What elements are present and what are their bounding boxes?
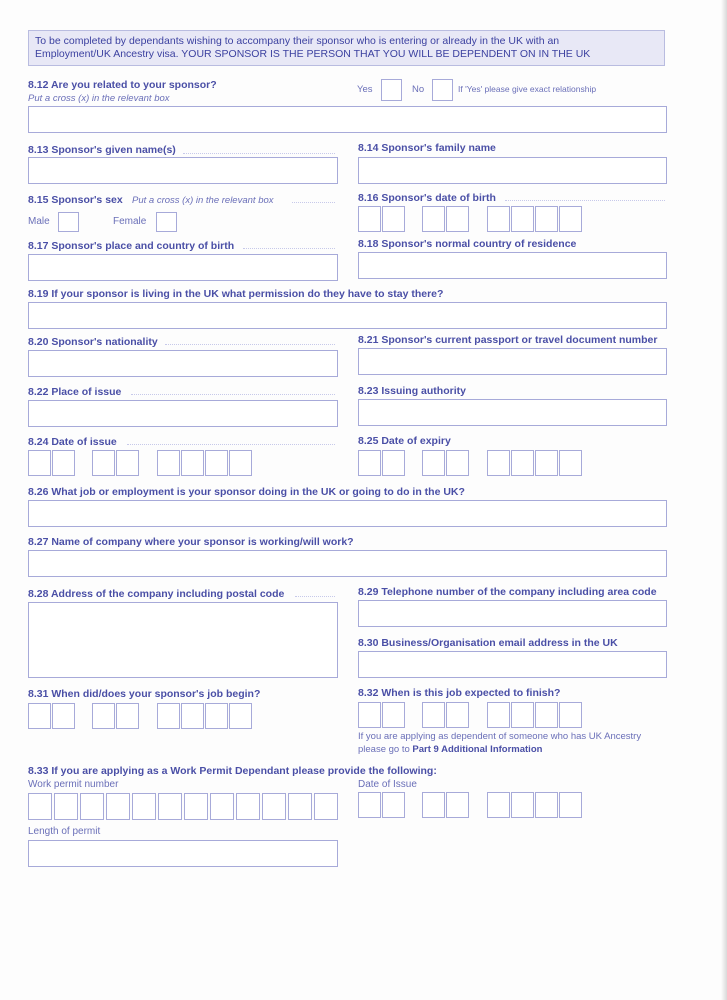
q831-year-3[interactable] — [205, 703, 228, 729]
q816-year-3[interactable] — [535, 206, 558, 232]
q827-label: 8.27 Name of company where your sponsor is working/will work? — [28, 536, 354, 548]
q825-label: 8.25 Date of expiry — [358, 435, 451, 447]
q833-permit-number-label: Work permit number — [28, 779, 119, 790]
q812-yes-checkbox[interactable] — [381, 79, 402, 101]
q824-year-4[interactable] — [229, 450, 252, 476]
q818-country-of-residence-field[interactable] — [358, 252, 667, 279]
q829-label: 8.29 Telephone number of the company including area code — [358, 586, 657, 598]
permit-digit-12[interactable] — [314, 793, 338, 820]
q832-year-3[interactable] — [535, 702, 558, 728]
q813-label: 8.13 Sponsor's given name(s) — [28, 144, 176, 156]
q817-leader — [243, 248, 335, 249]
permit-digit-1[interactable] — [28, 793, 52, 820]
q833-day-1[interactable] — [358, 792, 381, 818]
banner-line-2: Employment/UK Ancestry visa. YOUR SPONSOR IS THE PERSON THAT YOU WILL BE DEPENDENT ON IN THE UK — [35, 48, 591, 60]
q825-day-2[interactable] — [382, 450, 405, 476]
permit-digit-2[interactable] — [54, 793, 78, 820]
q815-hint: Put a cross (x) in the relevant box — [132, 195, 274, 206]
q817-place-of-birth-field[interactable] — [28, 254, 338, 281]
q812-relationship-field[interactable] — [28, 106, 667, 133]
q824-label: 8.24 Date of issue — [28, 436, 117, 448]
q816-month-1[interactable] — [422, 206, 445, 232]
q829-telephone-field[interactable] — [358, 600, 667, 627]
q816-month-2[interactable] — [446, 206, 469, 232]
q815-male-checkbox[interactable] — [58, 212, 79, 232]
q833-date-of-issue-label: Date of Issue — [358, 779, 417, 790]
q832-month-1[interactable] — [422, 702, 445, 728]
q831-month-1[interactable] — [92, 703, 115, 729]
q816-label: 8.16 Sponsor's date of birth — [358, 192, 496, 204]
q832-note-line-1: If you are applying as dependent of someone who has UK Ancestry — [358, 731, 642, 742]
q816-day-1[interactable] — [358, 206, 381, 232]
part9-link[interactable]: Part 9 Additional Information — [412, 744, 543, 755]
q816-year-2[interactable] — [511, 206, 534, 232]
q824-day-1[interactable] — [28, 450, 51, 476]
q828-company-address-field[interactable] — [28, 602, 338, 678]
q831-day-1[interactable] — [28, 703, 51, 729]
q833-length-label: Length of permit — [28, 826, 101, 837]
q821-passport-number-field[interactable] — [358, 348, 667, 375]
q833-year-1[interactable] — [487, 792, 510, 818]
q833-length-of-permit-field[interactable] — [28, 840, 338, 867]
q833-year-3[interactable] — [535, 792, 558, 818]
q826-job-field[interactable] — [28, 500, 667, 527]
q831-year-4[interactable] — [229, 703, 252, 729]
q831-month-2[interactable] — [116, 703, 139, 729]
q812-hint: Put a cross (x) in the relevant box — [28, 93, 170, 104]
q828-leader — [295, 596, 335, 597]
q816-day-2[interactable] — [382, 206, 405, 232]
q816-year-4[interactable] — [559, 206, 582, 232]
q832-day-2[interactable] — [382, 702, 405, 728]
q814-label: 8.14 Sponsor's family name — [358, 142, 496, 154]
q833-month-1[interactable] — [422, 792, 445, 818]
q824-month-2[interactable] — [116, 450, 139, 476]
q832-note-prefix: please go to — [358, 744, 413, 755]
q825-month-1[interactable] — [422, 450, 445, 476]
q822-label: 8.22 Place of issue — [28, 386, 122, 398]
q824-year-3[interactable] — [205, 450, 228, 476]
q815-male-label: Male — [28, 216, 50, 227]
q823-issuing-authority-field[interactable] — [358, 399, 667, 426]
q812-label: 8.12 Are you related to your sponsor? — [28, 79, 217, 91]
q825-month-2[interactable] — [446, 450, 469, 476]
q820-nationality-field[interactable] — [28, 350, 338, 377]
q832-month-2[interactable] — [446, 702, 469, 728]
page-edge-shadow — [721, 0, 727, 1000]
q833-month-2[interactable] — [446, 792, 469, 818]
q814-family-name-field[interactable] — [358, 157, 667, 184]
q828-label: 8.28 Address of the company including postal code — [28, 588, 285, 600]
q818-label: 8.18 Sponsor's normal country of residence — [358, 238, 577, 250]
q815-leader — [292, 202, 335, 203]
q825-year-1[interactable] — [487, 450, 510, 476]
q817-label: 8.17 Sponsor's place and country of birth — [28, 240, 235, 252]
permit-digit-10[interactable] — [262, 793, 286, 820]
q833-year-4[interactable] — [559, 792, 582, 818]
q830-label: 8.30 Business/Organisation email address in the UK — [358, 637, 618, 649]
permit-digit-8[interactable] — [210, 793, 234, 820]
q827-company-name-field[interactable] — [28, 550, 667, 577]
q815-female-label: Female — [113, 216, 147, 227]
q832-year-4[interactable] — [559, 702, 582, 728]
q816-leader — [505, 200, 665, 201]
q820-leader — [165, 344, 335, 345]
q820-label: 8.20 Sponsor's nationality — [28, 336, 158, 348]
permit-digit-3[interactable] — [80, 793, 104, 820]
permit-digit-6[interactable] — [158, 793, 182, 820]
q813-given-names-field[interactable] — [28, 157, 338, 184]
q831-day-2[interactable] — [52, 703, 75, 729]
permit-digit-11[interactable] — [288, 793, 312, 820]
q825-year-2[interactable] — [511, 450, 534, 476]
permit-digit-5[interactable] — [132, 793, 156, 820]
permit-digit-4[interactable] — [106, 793, 130, 820]
q831-year-2[interactable] — [181, 703, 204, 729]
q833-year-2[interactable] — [511, 792, 534, 818]
q831-year-1[interactable] — [157, 703, 180, 729]
q812-yes-label: Yes — [357, 84, 373, 95]
q824-day-2[interactable] — [52, 450, 75, 476]
q825-year-3[interactable] — [535, 450, 558, 476]
q812-no-checkbox[interactable] — [432, 79, 453, 101]
q825-year-4[interactable] — [559, 450, 582, 476]
q815-female-checkbox[interactable] — [156, 212, 177, 232]
q832-label: 8.32 When is this job expected to finish? — [358, 687, 561, 699]
q832-year-2[interactable] — [511, 702, 534, 728]
q822-place-of-issue-field[interactable] — [28, 400, 338, 427]
q832-year-1[interactable] — [487, 702, 510, 728]
q832-day-1[interactable] — [358, 702, 381, 728]
q825-day-1[interactable] — [358, 450, 381, 476]
q832-note-line-2 — [358, 744, 542, 755]
q821-label: 8.21 Sponsor's current passport or travel document number — [358, 334, 658, 346]
q812-no-label: No — [412, 84, 425, 95]
q816-year-1[interactable] — [487, 206, 510, 232]
q823-label: 8.23 Issuing authority — [358, 385, 466, 397]
q824-leader — [127, 444, 335, 445]
section-instructions-banner — [28, 30, 665, 66]
q830-email-field[interactable] — [358, 651, 667, 678]
q831-label: 8.31 When did/does your sponsor's job begin? — [28, 688, 261, 700]
q833-day-2[interactable] — [382, 792, 405, 818]
q822-leader — [131, 394, 335, 395]
q819-permission-field[interactable] — [28, 302, 667, 329]
q833-label: 8.33 If you are applying as a Work Permit Dependant please provide the following: — [28, 765, 437, 777]
permit-digit-7[interactable] — [184, 793, 208, 820]
permit-digit-9[interactable] — [236, 793, 260, 820]
q824-month-1[interactable] — [92, 450, 115, 476]
q826-label: 8.26 What job or employment is your sponsor doing in the UK or going to do in the UK? — [28, 486, 465, 498]
q813-leader — [183, 153, 335, 154]
banner-line-1: To be completed by dependants wishing to accompany their sponsor who is entering or already in the UK with an — [35, 35, 560, 47]
q815-label: 8.15 Sponsor's sex — [28, 194, 123, 206]
q824-year-1[interactable] — [157, 450, 180, 476]
q819-label: 8.19 If your sponsor is living in the UK what permission do they have to stay there? — [28, 288, 444, 300]
q824-year-2[interactable] — [181, 450, 204, 476]
q812-note: If 'Yes' please give exact relationship — [458, 84, 597, 94]
